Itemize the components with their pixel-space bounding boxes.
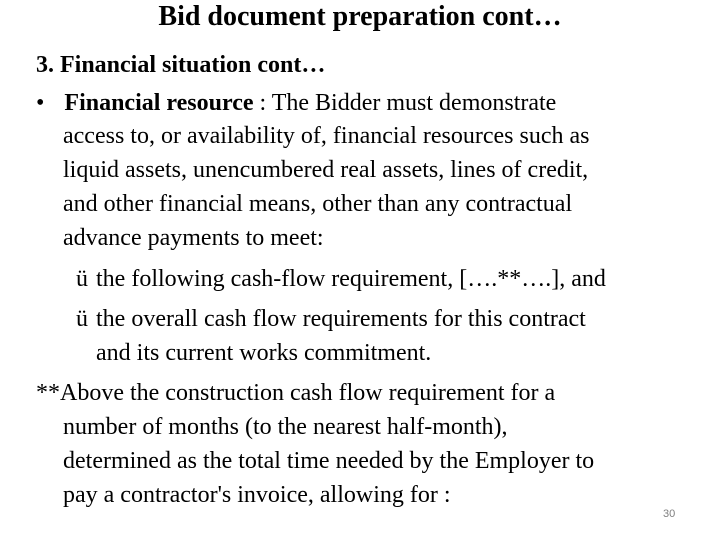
bullet-text-line: and other financial means, other than any contractual: [63, 191, 573, 217]
section-heading: 3. Financial situation cont…: [36, 52, 326, 78]
slide-title: Bid document preparation cont…: [158, 1, 562, 32]
note-line: number of months (to the nearest half-month),: [63, 414, 508, 440]
bullet-first-line: [36, 88, 556, 118]
bullet-term: Financial resource: [64, 90, 254, 116]
bullet-text-line: access to, or availability of, financial resources such as: [63, 123, 590, 149]
bullet-text-line: liquid assets, unencumbered real assets, lines of credit,: [63, 157, 589, 183]
page-number: 30: [663, 508, 676, 520]
note-line: determined as the total time needed by the Employer to: [63, 448, 595, 474]
bullet-text: : The Bidder must demonstrate: [253, 90, 557, 116]
note-line: pay a contractor's invoice, allowing for :: [63, 482, 451, 508]
check-item-2: [76, 304, 586, 334]
check-item-1: [76, 264, 606, 294]
check-item-text: the following cash-flow requirement, [….**….], and: [96, 266, 606, 292]
check-item-text-continued: and its current works commitment.: [96, 340, 432, 366]
bullet-marker: •: [36, 90, 45, 116]
note-line: **Above the construction cash flow requirement for a: [36, 380, 556, 406]
check-icon: ü: [76, 266, 88, 292]
check-item-text: the overall cash flow requirements for this contract: [96, 306, 586, 332]
bullet-text-line: advance payments to meet:: [63, 225, 324, 251]
check-icon: ü: [76, 306, 88, 332]
